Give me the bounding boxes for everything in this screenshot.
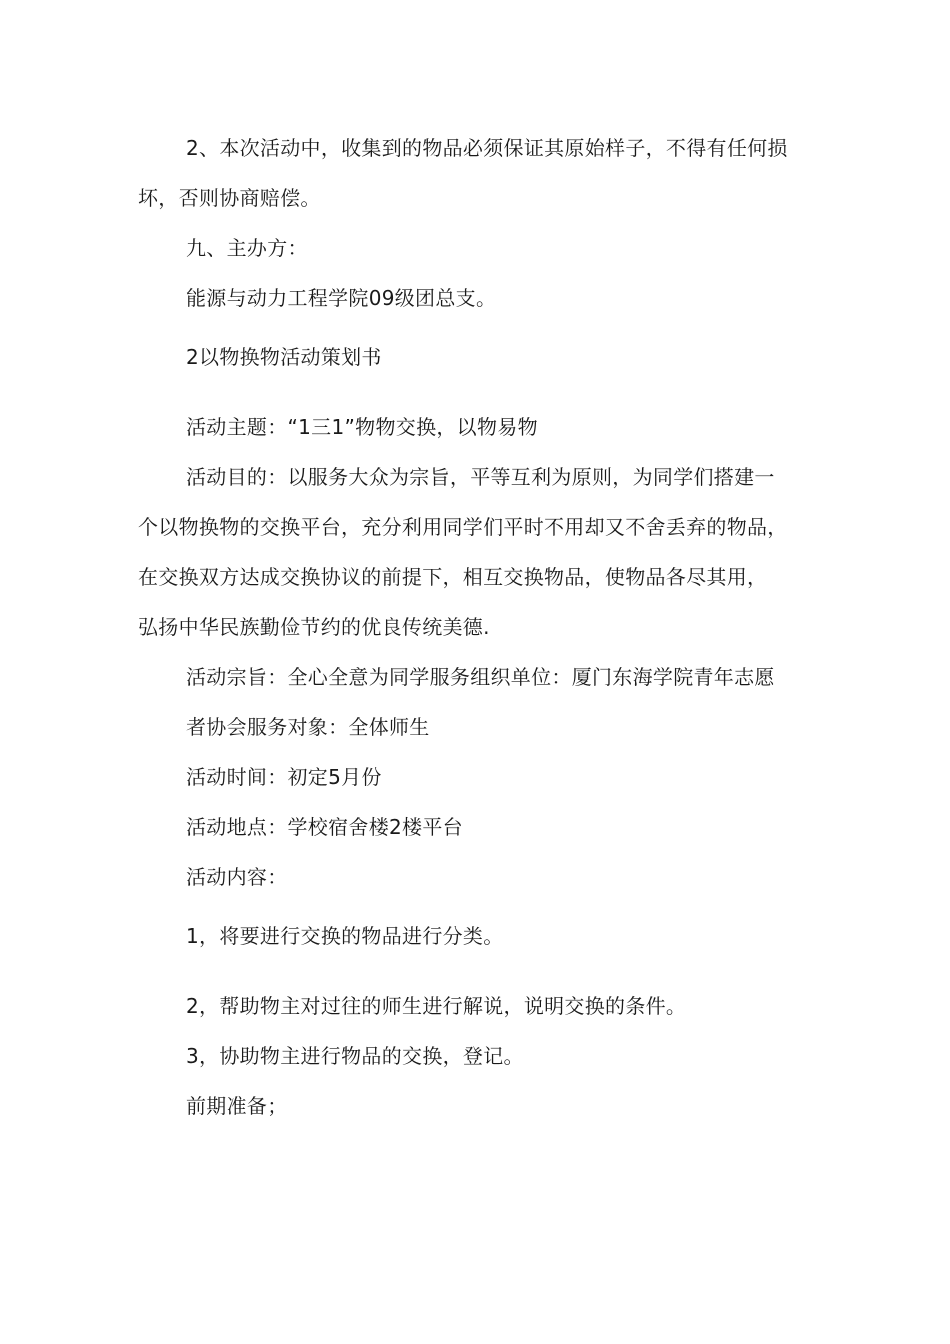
content-item-1: 1，将要进行交换的物品进行分类。 [186,924,504,948]
preparation-heading: 前期准备； [186,1094,288,1118]
activity-location: 活动地点：学校宿舍楼2楼平台 [186,815,463,839]
rule-2-line-1: 2、本次活动中，收集到的物品必须保证其原始样子，不得有任何损 [186,136,788,160]
activity-tenet-line-1: 活动宗旨：全心全意为同学服务组织单位：厦门东海学院青年志愿 [186,665,775,689]
activity-purpose-line-4: 弘扬中华民族勤俭节约的优良传统美德. [138,615,490,639]
activity-purpose-line-2: 个以物换物的交换平台，充分利用同学们平时不用却又不舍丢弃的物品， [138,515,788,539]
activity-content-heading: 活动内容： [186,865,288,889]
activity-purpose-line-1: 活动目的：以服务大众为宗旨，平等互利为原则，为同学们搭建一 [186,465,775,489]
organizer-text: 能源与动力工程学院09级团总支。 [186,286,497,310]
rule-2-line-2: 坏，否则协商赔偿。 [138,186,321,210]
activity-theme: 活动主题：“1三1”物物交换，以物易物 [186,415,538,439]
activity-tenet-line-2: 者协会服务对象：全体师生 [186,715,430,739]
activity-purpose-line-3: 在交换双方达成交换协议的前提下，相互交换物品，使物品各尽其用， [138,565,768,589]
activity-time: 活动时间：初定5月份 [186,765,382,789]
content-item-2: 2，帮助物主对过往的师生进行解说，说明交换的条件。 [186,994,687,1018]
content-item-3: 3，协助物主进行物品的交换，登记。 [186,1044,524,1068]
section-heading-organizer: 九、主办方： [186,236,308,260]
document-title: 2以物换物活动策划书 [186,345,382,369]
